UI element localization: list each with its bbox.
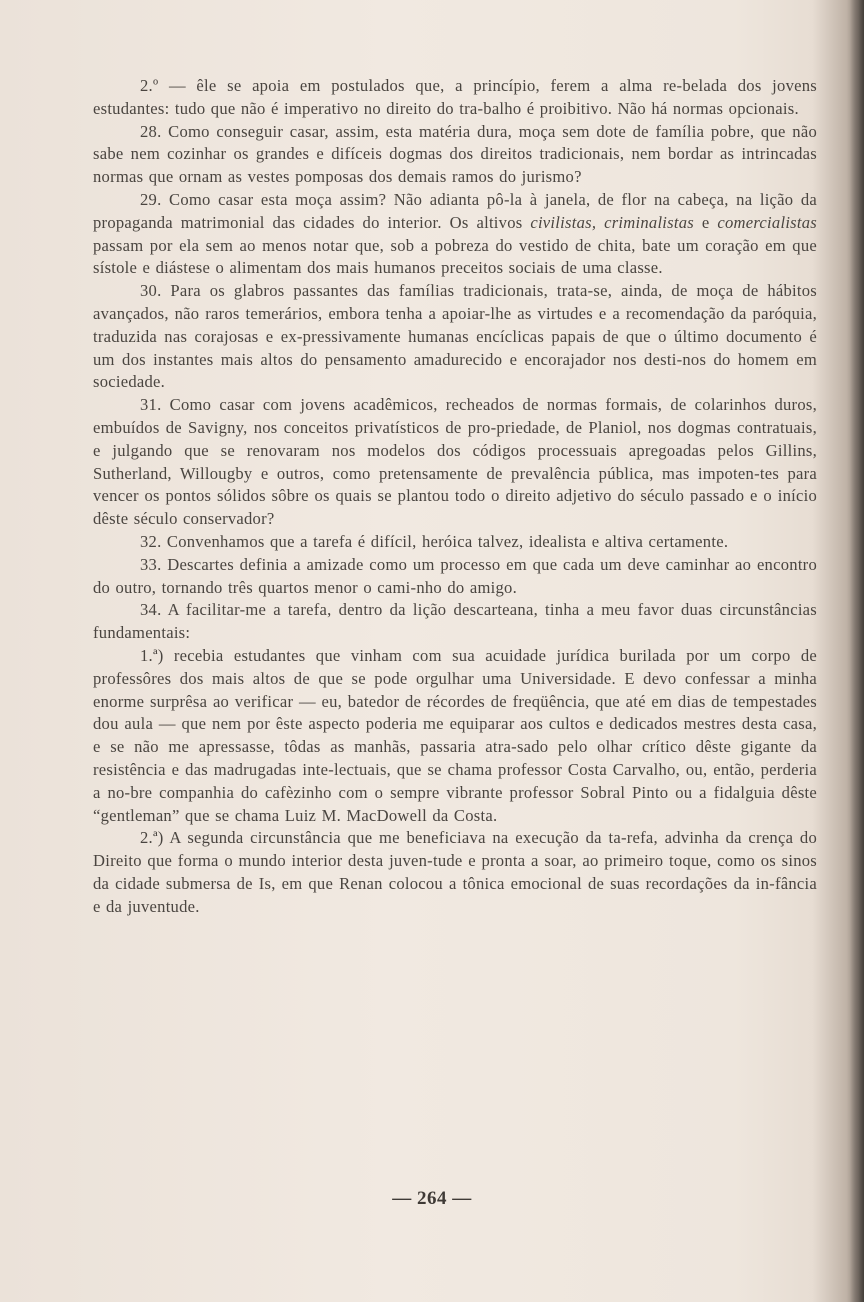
- paragraph: [93, 531, 817, 554]
- text-run: 29. Como casar esta moça assim? Não adianta pô-la à janela, de flor na cabeça, na lição da propaganda matrimonial das cidades do interior. Os altivos: [93, 189, 817, 232]
- paragraph: [93, 280, 817, 394]
- text-run: 30. Para os glabros passantes das famílias tradicionais, trata-se, ainda, de moça de hábitos avançados, não raros temerários, embora tenha a apoiar-lhe as virtudes e a recomendação da paróquia, traduzida nas corajosas e ex-pressivamente humanas encíclicas papais de que o último documento é um dos instantes mais altos do pensamento amadurecido e encorajador nos desti-nos do homem em sociedade.: [93, 281, 817, 392]
- paragraph: [93, 554, 817, 600]
- italic-term: comercialistas: [717, 212, 817, 232]
- text-run: 32. Convenhamos que a tarefa é difícil, heróica talvez, idealista e altiva certamente.: [140, 531, 729, 551]
- text-run: 2.º — êle se apoia em postulados que, a princípio, ferem a alma re-belada dos jovens estudantes: tudo que não é imperativo no direito do tra-balho é proibitivo. Não há normas opcionais.: [93, 76, 817, 118]
- text-run: e: [694, 212, 718, 232]
- paragraph: [93, 121, 817, 189]
- paragraph: [93, 394, 817, 531]
- page-number: — 264 —: [392, 1188, 472, 1209]
- text-run: 1.ª) recebia estudantes que vinham com sua acuidade jurídica burilada por um corpo de professôres dos mais altos de que se pode orgulhar uma Universidade. E devo confessar a minha enorme surprêsa ao verificar — eu, batedor de récordes de freqüência, que até em dias de tempestades dou aula — que nem por êste aspecto poderia me equiparar aos cultos e dedicados mestres desta casa, e se não me apressasse, tôdas as manhãs, passaria atra-sado pelo olhar crítico dêste gigante da resistência e das madrugadas inte-lectuais, que se chama professor Costa Carvalho, ou, então, perderia a no-bre companhia do cafèzinho com o sempre vibrante professor Sobral Pinto ou a fidalguia dêste “gentleman” que se chama Luiz M. MacDowell da Costa.: [93, 645, 817, 825]
- text-run: 2.ª) A segunda circunstância que me beneficiava na execução da ta-refa, advinha da crença do Direito que forma o mundo interior desta juven-tude e pronta a soar, ao primeiro toque, como os sinos da cidade submersa de Is, em que Renan colocou a tônica emocional de suas recordações da in-fância e da juventude.: [93, 828, 817, 916]
- paragraph: [93, 189, 817, 280]
- paragraph: [93, 599, 817, 645]
- paragraph: [93, 645, 817, 827]
- text-run: passam por ela sem ao menos notar que, sob a pobreza do vestido de chita, bate um coração em que sístole e diástese o alimentam dos mais humanos preceitos sociais de uma classe.: [93, 235, 817, 278]
- italic-term: civilistas, criminalistas: [530, 212, 694, 232]
- text-run: 28. Como conseguir casar, assim, esta matéria dura, moça sem dote de família pobre, que não sabe nem cozinhar os grandes e difíceis dogmas dos direitos tradicionais, nem bordar as intrincadas normas que ornam as vestes pomposas dos demais ramos do jurismo?: [93, 121, 817, 187]
- text-run: 33. Descartes definia a amizade como um processo em que cada um deve caminhar ao encontro do outro, tornando três quartos menor o cami-nho do amigo.: [93, 554, 817, 597]
- paragraph: [93, 75, 817, 121]
- text-run: 31. Como casar com jovens acadêmicos, recheados de normas formais, de colarinhos duros, embuídos de Savigny, nos conceitos privatísticos de pro-priedade, de Planiol, nos dogmas contratuais, e julgando que se renovaram nos modelos dos códigos processuais apregoadas pelos Gillins, Sutherland, Willougby e outros, como pretensamente de prevalência pública, mas impoten-tes para vencer os pontos sólidos sôbre os quais se plantou todo o direito adjetivo do século passado e o início dêste século conservador?: [93, 395, 817, 529]
- text-body: [93, 75, 817, 918]
- paragraph: [93, 827, 817, 918]
- text-run: 34. A facilitar-me a tarefa, dentro da lição descarteana, tinha a meu favor duas circunstâncias fundamentais:: [93, 600, 817, 643]
- page-edge-shadow: [850, 0, 864, 1302]
